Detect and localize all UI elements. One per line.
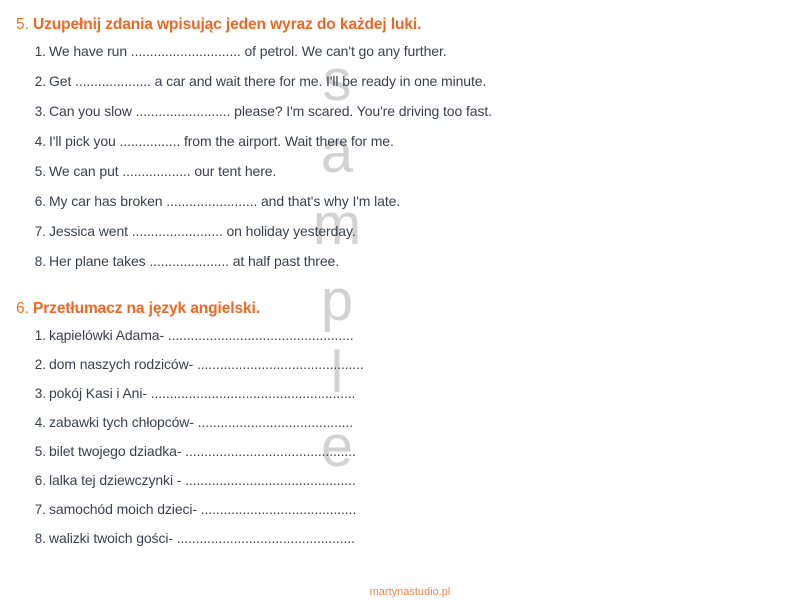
exercise-5-number: 5. <box>16 16 29 33</box>
item-text[interactable]: My car has broken ........................ and that's why I'm late. <box>49 193 401 209</box>
list-item <box>0 44 800 74</box>
list-item <box>0 531 800 560</box>
item-number: 8. <box>34 254 46 269</box>
item-number: 5. <box>34 444 46 459</box>
item-number: 8. <box>34 531 46 546</box>
exercise-6-item-list <box>0 328 800 560</box>
list-item <box>0 328 800 357</box>
exercise-5-item-list <box>0 44 800 284</box>
exercise-6-heading <box>0 300 800 318</box>
item-text[interactable]: kąpielówki Adama- ................................................. <box>49 327 354 343</box>
watermark-letter-p: p <box>320 268 354 333</box>
item-number: 2. <box>34 74 46 89</box>
item-text[interactable]: bilet twojego dziadka- ............................................. <box>49 443 356 459</box>
exercise-5-title: Uzupełnij zdania wpisując jeden wyraz do każdej luki. <box>33 16 422 33</box>
list-item <box>0 134 800 164</box>
watermark-letter-e: e <box>320 414 354 479</box>
item-text[interactable]: dom naszych rodziców- ............................................ <box>49 356 364 372</box>
watermark-letter-s: s <box>322 48 352 113</box>
item-number: 6. <box>34 194 46 209</box>
item-text[interactable]: We can put .................. our tent here. <box>49 163 277 179</box>
item-number: 4. <box>34 415 46 430</box>
footer-site-label: martynastudio.pl <box>369 586 451 598</box>
item-text[interactable]: Her plane takes ..................... at half past three. <box>49 253 339 269</box>
exercise-5 <box>0 16 800 284</box>
item-text[interactable]: Jessica went ........................ on holiday yesterday. <box>49 223 356 239</box>
item-text[interactable]: lalka tej dziewczynki - ............................................. <box>49 472 356 488</box>
list-item <box>0 386 800 415</box>
list-item <box>0 254 800 284</box>
item-number: 6. <box>34 473 46 488</box>
exercise-6-title: Przetłumacz na język angielski. <box>33 300 260 317</box>
list-item <box>0 194 800 224</box>
page-footer <box>0 582 800 600</box>
item-number: 7. <box>34 224 46 239</box>
item-text[interactable]: Can you slow ......................... please? I'm scared. You're driving too fast. <box>49 103 492 119</box>
item-number: 1. <box>34 328 46 343</box>
item-number: 3. <box>34 104 46 119</box>
item-number: 7. <box>34 502 46 517</box>
watermark-letter-a: a <box>320 120 354 185</box>
item-number: 5. <box>34 164 46 179</box>
item-text[interactable]: Get .................... a car and wait there for me. I'll be ready in one minute. <box>49 73 487 89</box>
list-item <box>0 415 800 444</box>
exercise-6-number: 6. <box>16 300 29 317</box>
list-item <box>0 104 800 134</box>
list-item <box>0 224 800 254</box>
item-text[interactable]: samochód moich dzieci- ......................................... <box>49 501 357 517</box>
item-text[interactable]: I'll pick you ................ from the airport. Wait there for me. <box>49 133 394 149</box>
item-text[interactable]: walizki twoich gości- ............................................... <box>49 530 355 546</box>
list-item <box>0 357 800 386</box>
exercise-5-heading <box>0 16 800 34</box>
list-item <box>0 164 800 194</box>
watermark-letter-l: l <box>330 340 344 405</box>
list-item <box>0 74 800 104</box>
list-item <box>0 444 800 473</box>
item-number: 4. <box>34 134 46 149</box>
item-text[interactable]: zabawki tych chłopców- ......................................... <box>49 414 354 430</box>
list-item <box>0 502 800 531</box>
item-text[interactable]: We have run ............................. of petrol. We can't go any further. <box>49 43 447 59</box>
list-item <box>0 473 800 502</box>
item-number: 2. <box>34 357 46 372</box>
item-number: 3. <box>34 386 46 401</box>
item-text[interactable]: pokój Kasi i Ani- ...................................................... <box>49 385 356 401</box>
item-number: 1. <box>34 44 46 59</box>
exercise-6 <box>0 300 800 560</box>
watermark-letter-m: m <box>312 192 362 257</box>
